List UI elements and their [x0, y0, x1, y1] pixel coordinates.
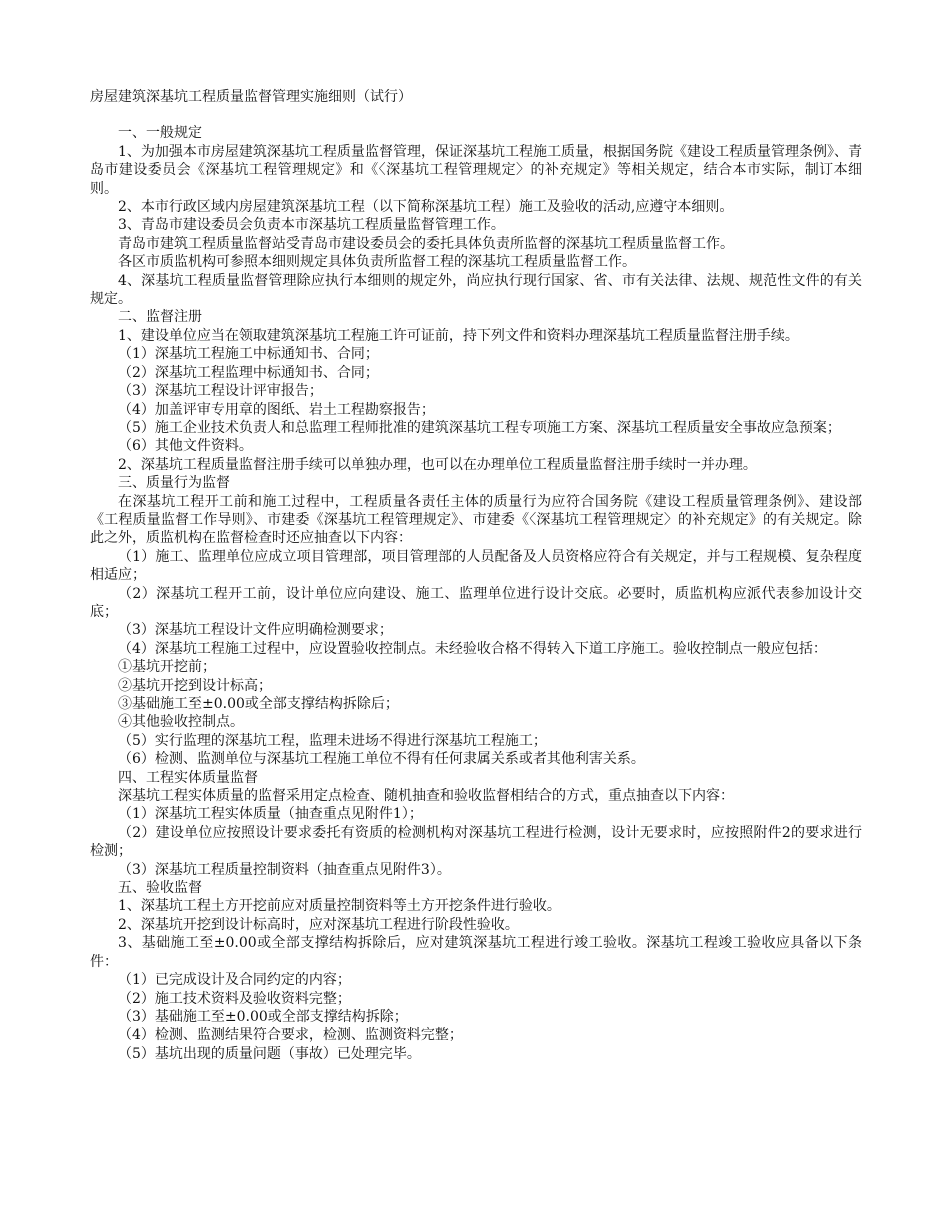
section-heading: 一、一般规定: [118, 125, 202, 142]
paragraph: 3、基础施工至±0.00或全部支撑结构拆除后，应对建筑深基坑工程进行竣工验收。深基坑工程竣工验收应具备以下条件：: [90, 935, 862, 970]
paragraph: 2、深基坑工程质量监督注册手续可以单独办理，也可以在办理单位工程质量监督注册手续时一并办理。: [118, 456, 757, 473]
section-heading: 三、质量行为监督: [118, 475, 230, 492]
paragraph: ②基坑开挖到设计标高；: [118, 677, 272, 694]
paragraph: 1、为加强本市房屋建筑深基坑工程质量监督管理，保证深基坑工程施工质量，根据国务院《建设工程质量管理条例》、青岛市建设委员会《深基坑工程管理规定》和《〈深基坑工程管理规定〉的补充规定》等相关规定，结合本市实际，制订本细则。: [90, 143, 862, 197]
paragraph: （1）深基坑工程实体质量（抽查重点见附件1）；: [118, 806, 423, 823]
section-heading: 四、工程实体质量监督: [118, 769, 258, 786]
paragraph: （4）深基坑工程施工过程中，应设置验收控制点。未经验收合格不得转入下道工序施工。验收控制点一般应包括：: [118, 640, 827, 657]
paragraph: （2）深基坑工程开工前，设计单位应向建设、施工、监理单位进行设计交底。必要时，质监机构应派代表参加设计交底；: [90, 585, 862, 620]
paragraph: （1）施工、监理单位应成立项目管理部，项目管理部的人员配备及人员资格应符合有关规定，并与工程规模、复杂程度相适应；: [90, 548, 862, 584]
document-page: [90, 88, 862, 1063]
paragraph: （5）实行监理的深基坑工程，监理未进场不得进行深基坑工程施工；: [118, 732, 547, 749]
paragraph: 青岛市建筑工程质量监督站受青岛市建设委员会的委托具体负责所监督的深基坑工程质量监督工作。: [118, 235, 734, 252]
paragraph: 1、建设单位应当在领取建筑深基坑工程施工许可证前，持下列文件和资料办理深基坑工程质量监督注册手续。: [118, 327, 799, 344]
paragraph: （1）已完成设计及合同约定的内容；: [118, 972, 351, 989]
paragraph: （6）其他文件资料。: [118, 438, 253, 455]
paragraph: 3、青岛市建设委员会负责本市深基坑工程质量监督管理工作。: [118, 217, 505, 234]
paragraph: ④其他验收控制点。: [118, 714, 244, 731]
paragraph: （3）深基坑工程质量控制资料（抽查重点见附件3）。: [118, 861, 451, 878]
paragraph: （3）深基坑工程设计评审报告；: [118, 383, 323, 400]
paragraph: （5）施工企业技术负责人和总监理工程师批准的建筑深基坑工程专项施工方案、深基坑工程质量安全事故应急预案；: [118, 419, 841, 436]
paragraph: （6）检测、监测单位与深基坑工程施工单位不得有任何隶属关系或者其他利害关系。: [118, 751, 645, 768]
paragraph: （4）检测、监测结果符合要求，检测、监测资料完整；: [118, 1027, 463, 1044]
paragraph: 深基坑工程实体质量的监督采用定点检查、随机抽查和验收监督相结合的方式，重点抽查以下内容：: [118, 788, 734, 805]
section-heading: 二、监督注册: [118, 309, 202, 326]
paragraph: （5）基坑出现的质量问题（事故）已处理完毕。: [118, 1045, 421, 1062]
paragraph: 各区市质监机构可参照本细则规定具体负责所监督工程的深基坑工程质量监督工作。: [118, 254, 636, 271]
section-heading: 五、验收监督: [118, 880, 202, 897]
paragraph: ①基坑开挖前；: [118, 659, 216, 676]
paragraph: 4、深基坑工程质量监督管理除应执行本细则的规定外，尚应执行现行国家、省、市有关法律、法规、规范性文件的有关规定。: [90, 272, 862, 308]
paragraph: 在深基坑工程开工前和施工过程中，工程质量各责任主体的质量行为应符合国务院《建设工程质量管理条例》、建设部《工程质量监督工作导则》、市建委《深基坑工程管理规定》、市建委《〈深基坑工程管理规定〉的补充规定》的有关规定。除此之外，质监机构在监督检查时还应抽查以下内容：: [90, 493, 862, 547]
paragraph: 2、深基坑开挖到设计标高时，应对深基坑工程进行阶段性验收。: [118, 916, 519, 933]
paragraph: 2、本市行政区域内房屋建筑深基坑工程（以下简称深基坑工程）施工及验收的活动,应遵守本细则。: [118, 199, 734, 216]
paragraph: ③基础施工至±0.00或全部支撑结构拆除后；: [118, 696, 399, 712]
paragraph: （4）加盖评审专用章的图纸、岩土工程勘察报告；: [118, 401, 435, 418]
paragraph: （1）深基坑工程施工中标通知书、合同；: [118, 346, 379, 363]
document-title: 房屋建筑深基坑工程质量监督管理实施细则（试行）: [90, 89, 412, 105]
paragraph: 1、深基坑工程土方开挖前应对质量控制资料等土方开挖条件进行验收。: [118, 898, 561, 915]
document-body: [90, 124, 862, 1063]
paragraph: （2）施工技术资料及验收资料完整；: [118, 990, 351, 1007]
paragraph: （2）深基坑工程监理中标通知书、合同；: [118, 364, 379, 381]
paragraph: （3）基础施工至±0.00或全部支撑结构拆除；: [118, 1008, 408, 1025]
paragraph: （2）建设单位应按照设计要求委托有资质的检测机构对深基坑工程进行检测，设计无要求时，应按照附件2的要求进行检测；: [90, 824, 862, 860]
paragraph: （3）深基坑工程设计文件应明确检测要求；: [118, 622, 393, 639]
